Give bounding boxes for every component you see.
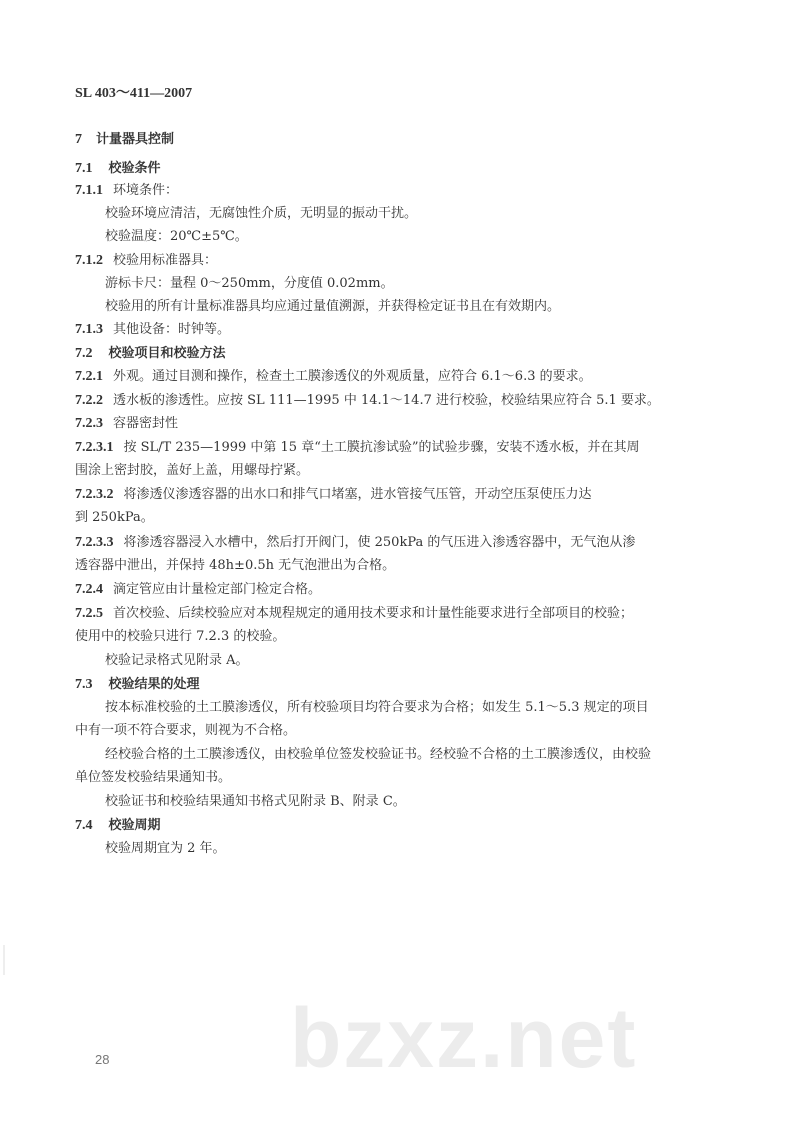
clause-line (75, 183, 178, 199)
clause-line (75, 440, 639, 456)
clause-line (75, 582, 321, 598)
line-text: 环境条件： (113, 183, 179, 198)
line-text: 按本标准校验的土工膜渗透仪，所有校验项目均符合要求为合格；如发生 5.1～5.3 规定的项目 (105, 700, 649, 715)
watermark: bzxz.net (290, 991, 638, 1085)
clause-line (75, 606, 633, 622)
clause-number: 7.3 (75, 677, 93, 692)
paragraph-line (105, 794, 406, 810)
paragraph-line (105, 276, 394, 292)
clause-line (75, 322, 230, 338)
line-text: 校验周期 (108, 818, 161, 833)
line-text: 校验温度：20℃±5℃。 (105, 229, 248, 244)
paragraph-line (105, 299, 560, 315)
line-text: 经校验合格的土工膜渗透仪，由校验单位签发校验证书。经校验不合格的土工膜渗透仪，由校验 (105, 747, 652, 762)
clause-number: 7.2.3.3 (75, 535, 114, 550)
paragraph-line (105, 841, 226, 857)
clause-number: 7.4 (75, 818, 93, 833)
clause-number: 7.2.3.1 (75, 440, 114, 455)
line-text: 容器密封性 (113, 416, 179, 431)
section-heading (75, 161, 161, 177)
line-text: 校验记录格式见附录 A。 (105, 653, 249, 668)
clause-number: 7.1.2 (75, 253, 103, 268)
paragraph-line (75, 629, 285, 645)
clause-line (75, 535, 635, 551)
line-text: 游标卡尺：量程 0～250mm，分度值 0.02mm。 (105, 276, 394, 291)
paragraph-line (105, 747, 651, 763)
line-text: 校验结果的处理 (108, 677, 200, 692)
line-text: 围涂上密封胶，盖好上盖，用螺母拧紧。 (75, 463, 310, 478)
line-text: 其他设备：时钟等。 (113, 322, 231, 337)
standard-code-header: SL 403～411—2007 (75, 86, 193, 101)
line-text: 透水板的渗透性。应按 SL 111—1995 中 14.1～14.7 进行校验，校验结果应符合 5.1 要求。 (113, 393, 660, 408)
line-text: 校验用标准器具： (113, 253, 218, 268)
chapter-title: 计量器具控制 (96, 132, 175, 147)
paragraph-line (105, 700, 649, 716)
line-text: 校验证书和校验结果通知书格式见附录 B、附录 C。 (105, 794, 406, 809)
line-text: 校验用的所有计量标准器具均应通过量值溯源，并获得检定证书且在有效期内。 (105, 299, 561, 314)
paragraph-line (105, 206, 417, 222)
clause-number: 7.2.3.2 (75, 487, 114, 502)
clause-line (75, 487, 592, 503)
paragraph-line (75, 463, 309, 479)
line-text: 外观。通过目测和操作，检查土工膜渗透仪的外观质量，应符合 6.1～6.3 的要求。 (113, 369, 592, 384)
line-text: 使用中的校验只进行 7.2.3 的校验。 (75, 629, 286, 644)
clause-line (75, 416, 178, 432)
chapter-heading (75, 132, 174, 148)
paragraph-line (105, 229, 248, 245)
paragraph-line (105, 653, 249, 669)
line-text: 滴定管应由计量检定部门检定合格。 (113, 582, 322, 597)
chapter-number: 7 (75, 132, 82, 147)
line-text: 校验周期宜为 2 年。 (105, 841, 226, 856)
section-heading (75, 818, 161, 834)
line-text: 首次校验、后续校验应对本规程规定的通用技术要求和计量性能要求进行全部项目的校验； (113, 606, 634, 621)
clause-line (75, 253, 217, 269)
clause-number: 7.2.1 (75, 369, 103, 384)
clause-number: 7.1.3 (75, 322, 103, 337)
paragraph-line (75, 723, 296, 739)
clause-line (75, 369, 592, 385)
line-text: 中有一项不符合要求，则视为不合格。 (75, 723, 297, 738)
line-text: 到 250kPa。 (75, 510, 154, 525)
clause-number: 7.1 (75, 161, 93, 176)
line-text: 透容器中泄出，并保持 48h±0.5h 无气泡泄出为合格。 (75, 558, 396, 573)
clause-number: 7.1.1 (75, 183, 103, 198)
clause-number: 7.2.2 (75, 393, 103, 408)
section-heading (75, 677, 200, 693)
section-heading (75, 346, 226, 362)
clause-line (75, 393, 660, 409)
line-text: 按 SL/T 235—1999 中第 15 章“土工膜抗渗试验”的试验步骤，安装不透水板，并在其周 (123, 440, 640, 455)
clause-number: 7.2.3 (75, 416, 103, 431)
scan-margin-mark (3, 945, 5, 975)
line-text: 校验环境应清洁，无腐蚀性介质，无明显的振动干扰。 (105, 206, 418, 221)
line-text: 单位签发校验结果通知书。 (75, 770, 232, 785)
paragraph-line (75, 510, 154, 526)
clause-number: 7.2.4 (75, 582, 103, 597)
paragraph-line (75, 558, 395, 574)
line-text: 校验项目和校验方法 (108, 346, 226, 361)
clause-number: 7.2 (75, 346, 93, 361)
paragraph-line (75, 770, 231, 786)
page-number: 28 (95, 1052, 110, 1067)
line-text: 校验条件 (108, 161, 161, 176)
line-text: 将渗透容器浸入水槽中，然后打开阀门，使 250kPa 的气压进入渗透容器中，无气泡从渗 (123, 535, 636, 550)
line-text: 将渗透仪渗透容器的出水口和排气口堵塞，进水管接气压管，开动空压泵使压力达 (123, 487, 592, 502)
clause-number: 7.2.5 (75, 606, 103, 621)
